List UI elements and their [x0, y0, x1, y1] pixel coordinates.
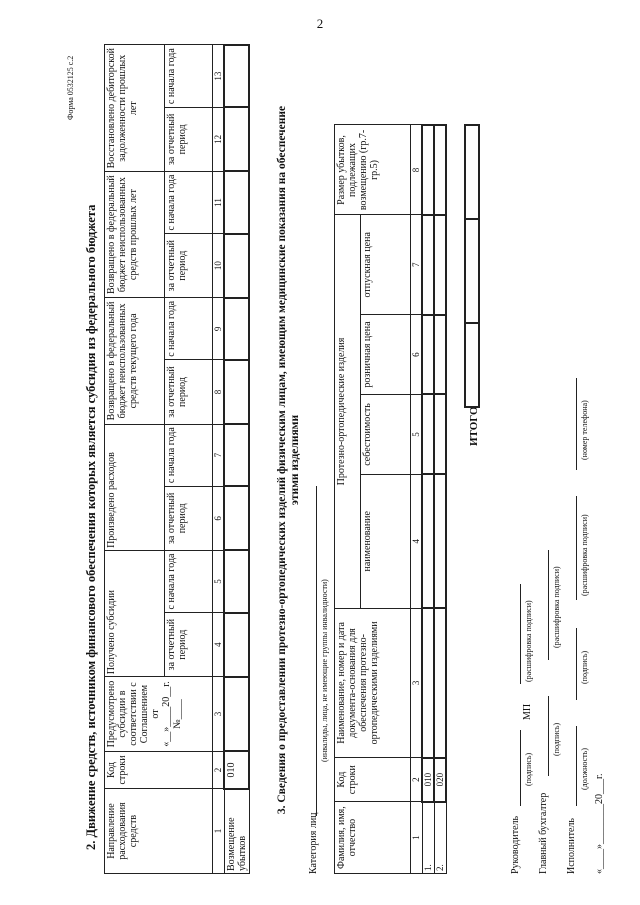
sig-executor-label: Исполнитель — [566, 818, 577, 874]
total-label: ИТОГО — [468, 406, 480, 446]
header-received: Получено субсидии — [105, 550, 165, 676]
cell-input[interactable] — [224, 677, 249, 752]
col-number: 8 — [411, 125, 423, 215]
col-number: 2 — [213, 751, 225, 788]
caption-signature: (подпись) — [580, 650, 589, 684]
header-ytd: с начала года — [165, 171, 213, 233]
category-input[interactable] — [304, 486, 317, 816]
cell-input[interactable] — [422, 394, 434, 474]
cell-input[interactable] — [422, 608, 434, 758]
header-loss: Размер убытков, подлежащих возмещению (гр.7-гр.5) — [335, 125, 411, 215]
cell-input[interactable] — [465, 219, 479, 323]
sig-executor-position[interactable] — [566, 726, 577, 806]
cell-input[interactable] — [434, 125, 446, 215]
header-period: за отчетный период — [165, 360, 213, 424]
sig-accountant-decoding[interactable] — [538, 550, 549, 660]
header-code: Код строки — [105, 751, 213, 788]
col-number: 7 — [411, 215, 423, 315]
caption-signature: (подпись) — [552, 722, 561, 756]
caption-decoding: (расшифровка подписи) — [552, 566, 561, 648]
row-code: 010 — [422, 758, 434, 802]
header-code: Код строки — [335, 758, 411, 802]
section3-table — [334, 124, 447, 874]
cell-input[interactable] — [434, 394, 446, 474]
row-code: 020 — [434, 758, 446, 802]
cell-input[interactable] — [465, 125, 479, 219]
header-period: за отчетный период — [165, 107, 213, 171]
section3-title: 3. Сведения о предоставлении протезно-ортопедических изделий физическим лицам, имеющим медицинские показания на обеспечение этими изделиями — [276, 105, 301, 815]
header-restored: Восстановлено дебиторской задолженности прошлых лет — [105, 45, 165, 171]
cell-input[interactable] — [422, 125, 434, 215]
rotated-page — [52, 30, 612, 880]
header-ytd: с начала года — [165, 424, 213, 486]
cell-input[interactable] — [434, 608, 446, 758]
provided-date: «__»____20__г. — [161, 681, 172, 747]
cell-input[interactable] — [434, 215, 446, 315]
header-provided: Предусмотрено субсидии в соответствии с Соглашением от «__»____20__г. №____ — [105, 677, 213, 752]
cell-input[interactable] — [434, 315, 446, 395]
sig-accountant-label: Главный бухгалтер — [538, 792, 549, 874]
caption-signature: (подпись) — [524, 752, 533, 786]
row-number: 1. — [422, 802, 434, 874]
header-name: наименование — [361, 474, 411, 608]
col-number: 5 — [213, 550, 225, 612]
col-number: 3 — [213, 677, 225, 752]
col-number: 6 — [213, 486, 225, 550]
page-number: 2 — [316, 16, 324, 31]
date-line[interactable]: «____»________20___г. — [594, 773, 605, 874]
header-period: за отчетный период — [165, 613, 213, 677]
col-number: 4 — [213, 613, 225, 677]
sig-accountant-signature[interactable] — [538, 696, 549, 776]
cell-input[interactable] — [422, 315, 434, 395]
header-items: Протезно-ортопедические изделия — [335, 215, 361, 608]
header-release: отпускная цена — [361, 215, 411, 315]
cell-input[interactable] — [224, 360, 249, 424]
col-number: 11 — [213, 171, 225, 233]
category-hint: (инвалиды, лица, не имеющие группы инвалидности) — [320, 579, 329, 762]
col-number: 12 — [213, 107, 225, 171]
col-number: 5 — [411, 394, 423, 474]
mp-label: МП — [522, 703, 533, 720]
cell-input[interactable] — [434, 474, 446, 608]
sig-executor-phone[interactable] — [566, 378, 577, 470]
form-code: Форма 0532125 с.2 — [66, 55, 75, 120]
header-period: за отчетный период — [165, 486, 213, 550]
cell-input[interactable] — [224, 45, 249, 107]
col-number: 4 — [411, 474, 423, 608]
row-label: Возмещение убытков — [224, 789, 249, 874]
col-number: 2 — [411, 758, 423, 802]
col-number: 9 — [213, 298, 225, 360]
header-ytd: с начала года — [165, 45, 213, 107]
cell-input[interactable] — [224, 171, 249, 233]
section2-title: 2. Движение средств, источником финансового обеспечения которых является субсидия из федерального бюджета — [84, 204, 98, 850]
cell-input[interactable] — [224, 486, 249, 550]
caption-decoding: (расшифровка подписи) — [524, 600, 533, 682]
cell-input[interactable] — [224, 424, 249, 486]
provided-no: №____ — [172, 699, 183, 729]
cell-input[interactable] — [465, 323, 479, 407]
cell-input[interactable] — [224, 613, 249, 677]
col-number: 1 — [213, 789, 225, 874]
sig-executor-decoding[interactable] — [566, 496, 577, 600]
row-number: 2. — [434, 802, 446, 874]
cell-input[interactable] — [224, 107, 249, 171]
sig-head-decoding[interactable] — [510, 584, 521, 684]
section2-table — [104, 44, 250, 874]
header-ytd: с начала года — [165, 298, 213, 360]
header-direction: Направление расходования средств — [105, 789, 213, 874]
sig-head-label: Руководитель — [510, 815, 521, 874]
header-returned-prior: Возвращено в федеральный бюджет неиспользованных средств прошлых лет — [105, 171, 165, 297]
caption-phone: (номер телефона) — [580, 400, 589, 460]
caption-position: (должность) — [580, 748, 589, 790]
header-returned-current: Возвращено в федеральный бюджет неиспользованных средств текущего года — [105, 298, 165, 424]
cell-input[interactable] — [224, 234, 249, 298]
col-number: 7 — [213, 424, 225, 486]
header-doc: Наименование, номер и дата документа-основания для обеспечения протезно-ортопедическими изделиями — [335, 608, 411, 758]
cell-input[interactable] — [422, 215, 434, 315]
header-cost: себестоимость — [361, 394, 411, 474]
sig-head-signature[interactable] — [510, 730, 521, 806]
cell-input[interactable] — [224, 550, 249, 612]
cell-input[interactable] — [224, 298, 249, 360]
col-number: 1 — [411, 802, 423, 874]
col-number: 10 — [213, 234, 225, 298]
category-label: Категория лиц — [308, 812, 319, 874]
total-row — [464, 124, 480, 408]
col-number: 6 — [411, 315, 423, 395]
header-retail: розничная цена — [361, 315, 411, 395]
header-period: за отчетный период — [165, 234, 213, 298]
cell-input[interactable] — [422, 474, 434, 608]
sig-executor-signature[interactable] — [566, 628, 577, 700]
header-ytd: с начала года — [165, 550, 213, 612]
col-number: 13 — [213, 45, 225, 107]
col-number: 3 — [411, 608, 423, 758]
col-number: 8 — [213, 360, 225, 424]
header-fio: Фамилия, имя, отчество — [335, 802, 411, 874]
caption-decoding: (расшифровка подписи) — [580, 514, 589, 596]
header-spent: Произведено расходов — [105, 424, 165, 550]
row-code: 010 — [224, 751, 249, 788]
